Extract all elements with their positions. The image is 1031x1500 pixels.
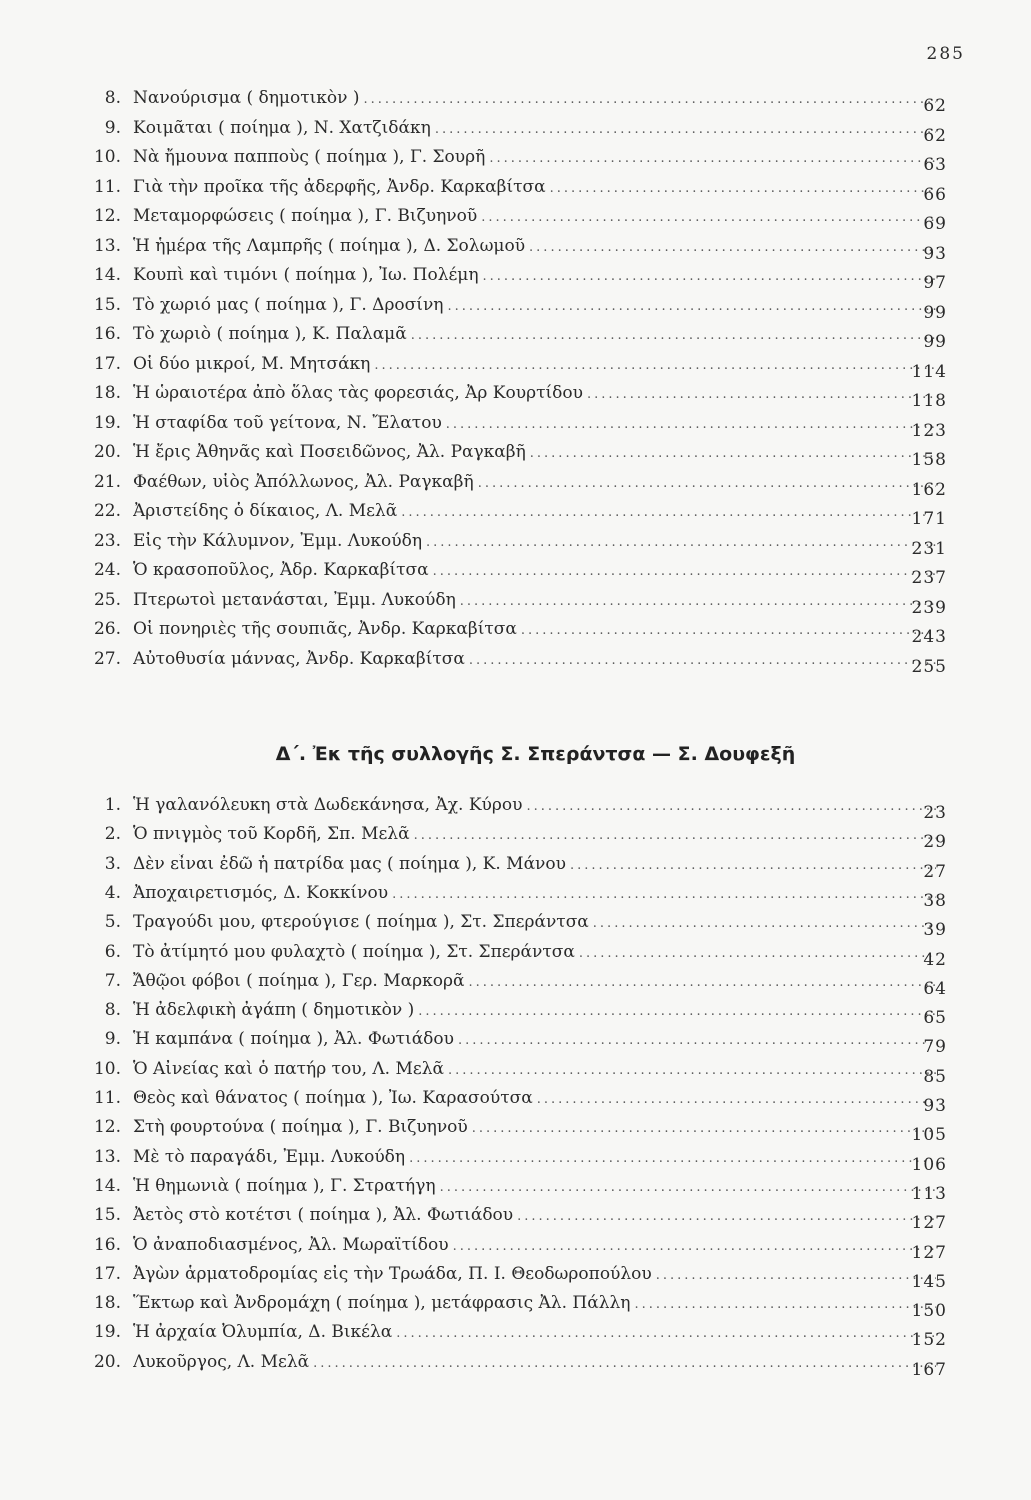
dot-leader bbox=[418, 1004, 936, 1019]
entry-title-line bbox=[133, 590, 936, 610]
entry-title-line bbox=[133, 1293, 936, 1313]
entry-title: Τραγούδι μου, φτερούγισε ( ποίημα ), Στ. Σπεράντσα bbox=[133, 912, 589, 933]
toc-entry bbox=[0, 795, 1031, 821]
entry-title-line bbox=[133, 177, 936, 197]
entry-title: Ἡ γαλανόλευκη στὰ Δωδεκάνησα, Ἀχ. Κύρου bbox=[133, 795, 523, 815]
entry-page: 39 bbox=[923, 920, 947, 941]
toc-entry bbox=[0, 413, 1031, 439]
toc-entry bbox=[0, 88, 1031, 114]
dot-leader bbox=[521, 623, 936, 638]
dot-leader bbox=[483, 269, 936, 284]
toc-entry bbox=[0, 1000, 1031, 1029]
entry-number: 10. bbox=[93, 147, 121, 167]
entry-page: 118 bbox=[911, 391, 947, 411]
entry-title-line bbox=[133, 649, 936, 669]
entry-page: 99 bbox=[923, 332, 947, 352]
entry-title: Νανούρισμα ( δημοτικὸν ) bbox=[133, 88, 360, 108]
entry-title-line bbox=[133, 883, 936, 903]
entry-number: 18. bbox=[93, 1293, 121, 1314]
entry-page: 42 bbox=[923, 949, 947, 970]
dot-leader bbox=[472, 1121, 936, 1136]
entry-number: 15. bbox=[93, 294, 121, 315]
dot-leader bbox=[440, 1180, 936, 1195]
dot-leader bbox=[656, 1268, 936, 1283]
toc-entry bbox=[0, 1235, 1031, 1261]
entry-page: 27 bbox=[923, 861, 947, 882]
dot-leader bbox=[453, 1239, 936, 1254]
entry-title: Ὁ Αἰνείας καὶ ὁ πατήρ του, Λ. Μελᾶ bbox=[133, 1058, 444, 1079]
entry-page: 239 bbox=[911, 597, 947, 618]
dot-leader bbox=[478, 476, 936, 491]
toc-entry bbox=[0, 265, 1031, 291]
entry-title: Κοιμᾶται ( ποίημα ), Ν. Χατζιδάκη bbox=[133, 117, 431, 138]
dot-leader bbox=[468, 975, 936, 990]
entry-title: Τὸ χωριὸ ( ποίημα ), Κ. Παλαμᾶ bbox=[133, 324, 407, 344]
entry-page: 114 bbox=[911, 361, 947, 382]
toc-entry bbox=[0, 619, 1031, 645]
entry-title: Τὸ χωριό μας ( ποίημα ), Γ. Δροσίνη bbox=[133, 294, 444, 315]
entry-title-line bbox=[133, 383, 936, 403]
entry-title: Γιὰ τὴν προῖκα τῆς ἀδερφῆς, Ἀνδρ. Καρκαβίτσα bbox=[133, 176, 546, 197]
entry-page: 127 bbox=[911, 1213, 947, 1234]
entry-number: 9. bbox=[104, 1029, 121, 1050]
entry-number: 18. bbox=[93, 383, 121, 403]
entry-title-line bbox=[133, 472, 936, 492]
toc-entry bbox=[0, 383, 1031, 409]
dot-leader bbox=[593, 916, 936, 931]
toc-entry bbox=[0, 236, 1031, 262]
toc-entry bbox=[0, 324, 1031, 350]
toc-entry bbox=[0, 501, 1031, 527]
entry-number: 20. bbox=[93, 442, 121, 462]
entry-title: Κουπὶ καὶ τιμόνι ( ποίημα ), Ἰω. Πολέμη bbox=[133, 265, 479, 285]
toc-entry bbox=[0, 1029, 1031, 1058]
dot-leader bbox=[447, 299, 936, 314]
dot-leader bbox=[489, 151, 936, 166]
entry-page: 171 bbox=[911, 509, 947, 529]
toc-entry bbox=[0, 1264, 1031, 1290]
dot-leader bbox=[374, 358, 936, 373]
dot-leader bbox=[460, 594, 936, 609]
toc-entry bbox=[0, 1059, 1031, 1085]
toc-entry bbox=[0, 560, 1031, 586]
entry-title-line bbox=[133, 1322, 936, 1342]
entry-page: 127 bbox=[911, 1242, 947, 1263]
toc-entry bbox=[0, 1293, 1031, 1322]
entry-title: Ἡ ἀρχαία Ὀλυμπία, Δ. Βικέλα bbox=[133, 1322, 393, 1343]
entry-number: 13. bbox=[93, 235, 121, 256]
entry-title-line bbox=[133, 501, 936, 521]
entry-title-line bbox=[133, 942, 936, 962]
section-heading: Δ΄. Ἐκ τῆς συλλογῆς Σ. Σπεράντσα — Σ. Δουφεξῆ bbox=[275, 743, 796, 765]
entry-page: 243 bbox=[911, 627, 947, 647]
entry-number: 4. bbox=[104, 882, 121, 903]
dot-leader bbox=[526, 799, 936, 814]
entry-title-line bbox=[133, 206, 936, 226]
toc-entry bbox=[0, 1176, 1031, 1202]
entry-title: Ἀριστείδης ὁ δίκαιος, Λ. Μελᾶ bbox=[133, 501, 398, 521]
entry-page: 231 bbox=[911, 538, 947, 559]
toc-entry bbox=[0, 118, 1031, 144]
entry-title-line bbox=[133, 147, 936, 167]
entry-number: 20. bbox=[93, 1351, 121, 1372]
toc-entry bbox=[0, 1205, 1031, 1234]
entry-number: 12. bbox=[93, 206, 121, 226]
entry-number: 10. bbox=[93, 1058, 121, 1079]
entry-page: 150 bbox=[911, 1301, 947, 1322]
entry-title: Ὁ κρασοποῦλος, Ἀδρ. Καρκαβίτσα bbox=[133, 560, 429, 580]
entry-number: 2. bbox=[104, 824, 121, 845]
entry-title: Εἰς τὴν Κάλυμνον, Ἐμμ. Λυκούδη bbox=[133, 530, 423, 551]
entry-title-line bbox=[133, 295, 936, 315]
entry-title-line bbox=[133, 1147, 936, 1167]
dot-leader bbox=[469, 653, 936, 668]
entry-number: 24. bbox=[93, 560, 121, 580]
toc-entry bbox=[0, 442, 1031, 468]
entry-page: 113 bbox=[911, 1183, 947, 1204]
entry-title-line bbox=[133, 531, 936, 551]
entry-title: Πτερωτοὶ μετανάσται, Ἐμμ. Λυκούδη bbox=[133, 589, 456, 610]
entry-title: Στὴ φουρτούνα ( ποίημα ), Γ. Βιζυηνοῦ bbox=[133, 1117, 468, 1138]
dot-leader bbox=[313, 1356, 936, 1371]
dot-leader bbox=[364, 92, 937, 107]
entry-number: 6. bbox=[104, 941, 121, 962]
entry-page: 97 bbox=[923, 273, 947, 293]
entry-title: Τὸ ἀτίμητό μου φυλαχτὸ ( ποίημα ), Στ. Σπεράντσα bbox=[133, 941, 575, 962]
entry-number: 17. bbox=[93, 353, 121, 374]
dot-leader bbox=[426, 535, 936, 550]
entry-number: 9. bbox=[104, 117, 121, 138]
dot-leader bbox=[481, 210, 936, 225]
entry-title-line bbox=[133, 1000, 936, 1020]
entry-title-line bbox=[133, 88, 936, 108]
entry-title-line bbox=[133, 1352, 936, 1372]
entry-title: Ἀετὸς στὸ κοτέτσι ( ποίημα ), Ἀλ. Φωτιάδου bbox=[133, 1205, 514, 1226]
dot-leader bbox=[458, 1033, 936, 1048]
entry-page: 62 bbox=[923, 96, 947, 116]
entry-title-line bbox=[133, 265, 936, 285]
entry-page: 66 bbox=[923, 184, 947, 205]
toc-entry bbox=[0, 147, 1031, 173]
entry-title: Ὁ ἀναποδιασμένος, Ἀλ. Μωραϊτίδου bbox=[133, 1234, 449, 1255]
entry-title: Ἡ σταφίδα τοῦ γείτονα, Ν. Ἔλατου bbox=[133, 412, 442, 433]
entry-title: Οἱ πονηριὲς τῆς σουπιᾶς, Ἀνδρ. Καρκαβίτσα bbox=[133, 619, 517, 639]
toc-entry bbox=[0, 883, 1031, 909]
entry-number: 21. bbox=[93, 471, 121, 492]
toc-entry bbox=[0, 472, 1031, 498]
dot-leader bbox=[530, 446, 936, 461]
entry-title-line bbox=[133, 354, 936, 374]
toc-entry bbox=[0, 354, 1031, 380]
dot-leader bbox=[411, 328, 936, 343]
entry-page: 63 bbox=[923, 155, 947, 175]
dot-leader bbox=[396, 1326, 936, 1341]
entry-number: 1. bbox=[104, 795, 121, 815]
toc-entry bbox=[0, 854, 1031, 880]
dot-leader bbox=[550, 181, 936, 196]
entry-title-line bbox=[133, 1088, 936, 1108]
entry-page: 93 bbox=[923, 243, 947, 264]
toc-entry bbox=[0, 531, 1031, 557]
entry-page: 123 bbox=[911, 420, 947, 441]
entry-title: Νὰ ἤμουνα παπποὺς ( ποίημα ), Γ. Σουρῆ bbox=[133, 147, 486, 167]
entry-number: 19. bbox=[93, 1322, 121, 1343]
entry-number: 14. bbox=[93, 1175, 121, 1196]
entry-number: 26. bbox=[93, 619, 121, 639]
entry-title: Ἄθῷοι φόβοι ( ποίημα ), Γερ. Μαρκορᾶ bbox=[133, 970, 465, 991]
dot-leader bbox=[570, 858, 936, 873]
toc-entry bbox=[0, 1352, 1031, 1378]
entry-page: 158 bbox=[911, 450, 947, 470]
entry-title: Ἀποχαιρετισμός, Δ. Κοκκίνου bbox=[133, 882, 389, 903]
entry-page: 167 bbox=[911, 1359, 947, 1380]
entry-title: Ἡ ὡραιοτέρα ἀπὸ ὅλας τὰς φορεσιάς, Ἀρ Κουρτίδου bbox=[133, 383, 583, 403]
dot-leader bbox=[433, 564, 936, 579]
entry-title-line bbox=[133, 413, 936, 433]
entry-number: 16. bbox=[93, 1234, 121, 1255]
page-number: 285 bbox=[926, 44, 965, 64]
entry-number: 15. bbox=[93, 1205, 121, 1226]
entry-title-line bbox=[133, 854, 936, 874]
toc-entry bbox=[0, 206, 1031, 232]
entry-number: 14. bbox=[93, 265, 121, 285]
entry-number: 19. bbox=[93, 412, 121, 433]
toc-entry bbox=[0, 1088, 1031, 1114]
dot-leader bbox=[435, 122, 936, 137]
entry-title: Ἡ ἔρις Ἀθηνᾶς καὶ Ποσειδῶνος, Ἀλ. Ραγκαβῆ bbox=[133, 442, 526, 462]
toc-entry bbox=[0, 971, 1031, 997]
entry-title: Ἡ ἡμέρα τῆς Λαμπρῆς ( ποίημα ), Δ. Σολωμοῦ bbox=[133, 235, 526, 256]
toc-entry bbox=[0, 912, 1031, 941]
entry-title: Αὐτοθυσία μάννας, Ἀνδρ. Καρκαβίτσα bbox=[133, 648, 465, 669]
entry-number: 12. bbox=[93, 1117, 121, 1138]
entry-title-line bbox=[133, 619, 936, 639]
dot-leader bbox=[448, 1063, 936, 1078]
dot-leader bbox=[401, 505, 936, 520]
toc-entry bbox=[0, 177, 1031, 203]
entry-title: Ἡ θημωνιὰ ( ποίημα ), Γ. Στρατήγη bbox=[133, 1175, 436, 1196]
entry-page: 62 bbox=[923, 125, 947, 146]
entry-page: 106 bbox=[911, 1154, 947, 1175]
entry-number: 23. bbox=[93, 530, 121, 551]
entry-title: Φαέθων, υἱὸς Ἀπόλλωνος, Ἀλ. Ραγκαβῆ bbox=[133, 471, 474, 492]
entry-page: 162 bbox=[911, 479, 947, 500]
entry-page: 23 bbox=[923, 803, 947, 823]
entry-title: Δὲν εἶναι ἐδῶ ἡ πατρίδα μας ( ποίημα ), Κ. Μάνου bbox=[133, 853, 566, 874]
entry-title-line bbox=[133, 1264, 936, 1284]
entry-title-line bbox=[133, 324, 936, 344]
dot-leader bbox=[517, 1209, 936, 1224]
entry-title: Μεταμορφώσεις ( ποίημα ), Γ. Βιζυηνοῦ bbox=[133, 206, 478, 226]
dot-leader bbox=[409, 1151, 936, 1166]
entry-number: 8. bbox=[104, 1000, 121, 1021]
entry-page: 38 bbox=[923, 890, 947, 911]
entry-page: 65 bbox=[923, 1008, 947, 1029]
dot-leader bbox=[587, 387, 936, 402]
toc-entry bbox=[0, 590, 1031, 616]
entry-number: 11. bbox=[93, 176, 121, 197]
entry-title-line bbox=[133, 912, 936, 932]
entry-title-line bbox=[133, 795, 936, 815]
entry-title-line bbox=[133, 1117, 936, 1137]
entry-title-line bbox=[133, 1235, 936, 1255]
entry-number: 8. bbox=[104, 88, 121, 108]
entry-title: Ἡ καμπάνα ( ποίημα ), Ἀλ. Φωτιάδου bbox=[133, 1029, 454, 1050]
entry-title: Ἕκτωρ καὶ Ἀνδρομάχη ( ποίημα ), μετάφρασις Ἀλ. Πάλλη bbox=[133, 1293, 631, 1314]
entry-page: 145 bbox=[911, 1271, 947, 1292]
toc-entry bbox=[0, 1322, 1031, 1351]
toc-entry bbox=[0, 1117, 1031, 1146]
entry-number: 27. bbox=[93, 648, 121, 669]
entry-number: 7. bbox=[104, 970, 121, 991]
entry-title: Λυκοῦργος, Λ. Μελᾶ bbox=[133, 1351, 310, 1372]
dot-leader bbox=[634, 1297, 936, 1312]
entry-number: 22. bbox=[93, 501, 121, 521]
entry-page: 237 bbox=[911, 568, 947, 588]
toc-entry bbox=[0, 1147, 1031, 1173]
dot-leader bbox=[414, 828, 936, 843]
entry-title-line bbox=[133, 1029, 936, 1049]
entry-title-line bbox=[133, 1059, 936, 1079]
entry-page: 99 bbox=[923, 302, 947, 323]
dot-leader bbox=[446, 417, 936, 432]
toc-entry bbox=[0, 942, 1031, 968]
entry-page: 105 bbox=[911, 1125, 947, 1146]
entry-page: 255 bbox=[911, 656, 947, 677]
entry-number: 25. bbox=[93, 589, 121, 610]
entry-title-line bbox=[133, 442, 936, 462]
toc-entry bbox=[0, 295, 1031, 321]
entry-title: Ἀγὼν ἁρματοδρομίας εἰς τὴν Τρωάδα, Π. Ι. Θεοδωροπούλου bbox=[133, 1263, 652, 1284]
entry-page: 64 bbox=[923, 978, 947, 999]
entry-page: 93 bbox=[923, 1096, 947, 1116]
dot-leader bbox=[579, 946, 936, 961]
entry-number: 17. bbox=[93, 1263, 121, 1284]
entry-number: 16. bbox=[93, 324, 121, 344]
entry-title: Οἱ δύο μικροί, Μ. Μητσάκη bbox=[133, 353, 371, 374]
dot-leader bbox=[537, 1092, 936, 1107]
entry-page: 152 bbox=[911, 1330, 947, 1351]
entry-page: 69 bbox=[923, 214, 947, 234]
entry-title-line bbox=[133, 560, 936, 580]
entry-title-line bbox=[133, 1176, 936, 1196]
entry-page: 29 bbox=[923, 832, 947, 853]
entry-number: 5. bbox=[104, 912, 121, 933]
dot-leader bbox=[392, 887, 936, 902]
dot-leader bbox=[529, 240, 936, 255]
entry-title: Μὲ τὸ παραγάδι, Ἐμμ. Λυκούδη bbox=[133, 1146, 406, 1167]
entry-number: 3. bbox=[104, 853, 121, 874]
entry-page: 85 bbox=[923, 1066, 947, 1087]
entry-number: 13. bbox=[93, 1146, 121, 1167]
entry-title: Ἡ ἀδελφικὴ ἀγάπη ( δημοτικὸν ) bbox=[133, 1000, 415, 1021]
entry-title-line bbox=[133, 1205, 936, 1225]
entry-title-line bbox=[133, 118, 936, 138]
entry-title-line bbox=[133, 824, 936, 844]
entry-page: 79 bbox=[923, 1037, 947, 1058]
toc-entry bbox=[0, 649, 1031, 675]
toc-entry bbox=[0, 824, 1031, 853]
entry-title-line bbox=[133, 236, 936, 256]
entry-title-line bbox=[133, 971, 936, 991]
entry-title: Θεὸς καὶ θάνατος ( ποίημα ), Ἰω. Καρασούτσα bbox=[133, 1088, 533, 1108]
entry-title: Ὁ πνιγμὸς τοῦ Κορδῆ, Σπ. Μελᾶ bbox=[133, 824, 410, 845]
entry-number: 11. bbox=[93, 1088, 121, 1108]
